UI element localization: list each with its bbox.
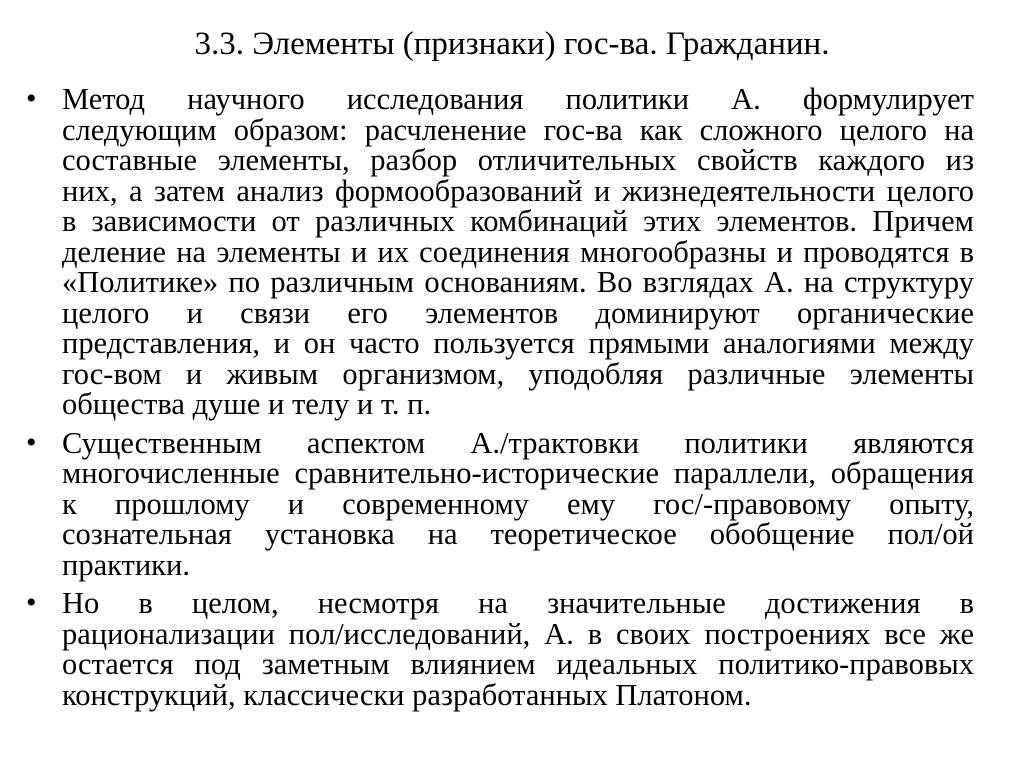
- bullet-list: [26, 84, 986, 718]
- bullet-icon: •: [26, 425, 37, 459]
- paragraph-line: в зависимости от различных комбинаций этих элементов. Причем: [62, 204, 974, 238]
- bullet-paragraph: [26, 84, 986, 420]
- paragraph-line: целого и связи его элементов доминируют органические: [62, 295, 974, 330]
- paragraph-line: следующим образом: расчленение гос-ва как сложного целого на: [62, 112, 974, 147]
- bullet-icon: •: [26, 586, 37, 619]
- paragraph-line: общества душе и телу и т. п.: [62, 387, 432, 421]
- paragraph-line: «Политике» по различным основаниям. Во взглядах А. на структуру: [62, 265, 974, 299]
- paragraph-line: составные элементы, разбор отличительных свойств каждого из: [62, 143, 974, 177]
- paragraph-line: многочисленные сравнительно-исторические параллели, обращения: [62, 456, 974, 490]
- bullet-paragraph: [26, 588, 986, 710]
- paragraph-line: деление на элементы и их соединения многообразны и проводятся в: [62, 234, 974, 269]
- bullet-icon: •: [26, 82, 37, 115]
- paragraph-line: представления, и он часто пользуется прямыми аналогиями между: [62, 326, 974, 360]
- paragraph-line: рационализации пол/исследований, А. в своих построениях все же: [62, 616, 974, 651]
- paragraph-line: них, а затем анализ формообразований и жизнедеятельности целого: [62, 173, 974, 208]
- paragraph-line: сознательная установка на теоретическое обобщение пол/ой: [62, 517, 974, 551]
- bullet-paragraph: [26, 425, 986, 582]
- paragraph-line: гос-вом и живым организмом, уподобляя различные элементы: [62, 356, 974, 391]
- paragraph-line: практики.: [62, 547, 190, 582]
- paragraph-line: к прошлому и современному ему гос/-правовому опыту,: [62, 486, 974, 521]
- paragraph-line: остается под заметным влиянием идеальных политико-правовых: [62, 647, 974, 681]
- slide-title: 3.3. Элементы (признаки) гос-ва. Гражданин.: [194, 26, 830, 62]
- paragraph-line: Но в целом, несмотря на значительные достижения в: [62, 586, 974, 620]
- paragraph-line: конструкций, классически разработанных Платоном.: [62, 677, 752, 712]
- paragraph-line: Существенным аспектом А./трактовки политики являются: [62, 425, 974, 460]
- paragraph-line: Метод научного исследования политики А. формулирует: [62, 82, 974, 116]
